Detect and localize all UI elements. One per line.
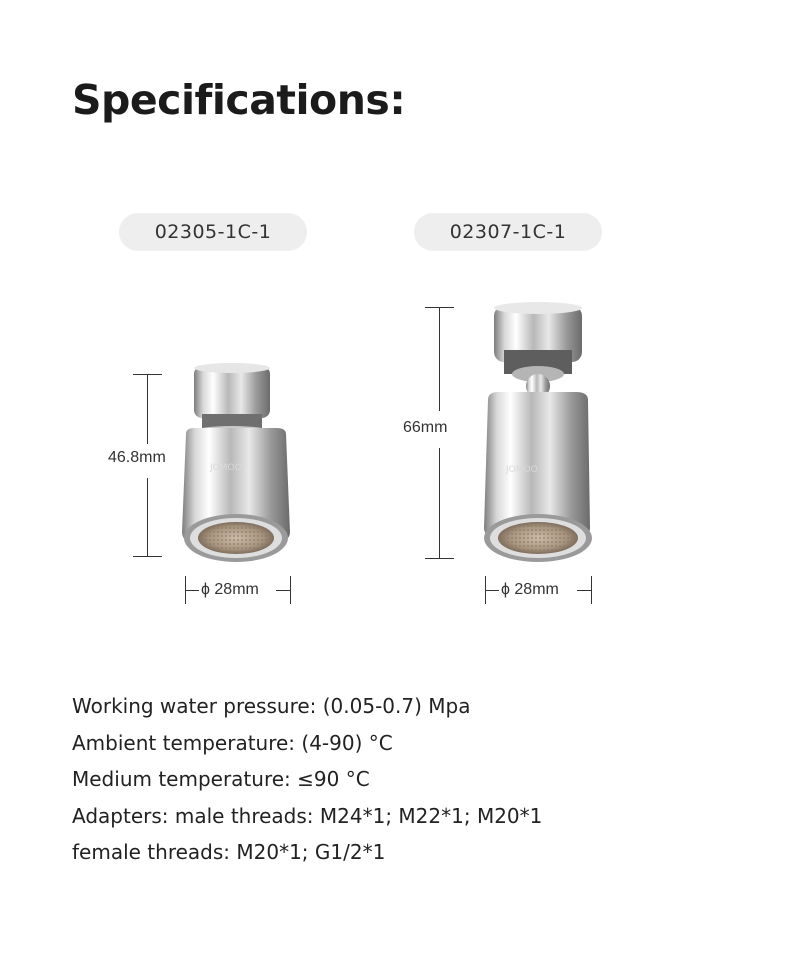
spec-medium-temperature: Medium temperature: ≤90 °C <box>72 767 370 791</box>
height-label-b: 66mm <box>403 417 447 439</box>
specifications-list <box>72 688 542 871</box>
spec-ambient-temperature: Ambient temperature: (4-90) °C <box>72 730 393 755</box>
spec-adapters-female: female threads: M20*1; G1/2*1 <box>72 840 386 864</box>
brand-mark-a: JOMOO <box>210 463 242 473</box>
model-label-02307: 02307-1C-1 <box>414 213 602 251</box>
height-label-a: 46.8mm <box>108 447 166 469</box>
diameter-label-b: ϕ 28mm <box>501 579 559 601</box>
aerator-short-image <box>180 362 300 572</box>
brand-mark-b: JOMOO <box>506 465 538 475</box>
diameter-label-a: ϕ 28mm <box>201 579 259 601</box>
page-title: Specifications: <box>72 76 406 124</box>
model-label-02305: 02305-1C-1 <box>119 213 307 251</box>
aerator-tall-image <box>478 300 603 572</box>
spec-working-pressure: Working water pressure: (0.05-0.7) Mpa <box>72 694 471 718</box>
spec-adapters-male: Adapters: male threads: M24*1; M22*1; M20*1 <box>72 803 543 828</box>
